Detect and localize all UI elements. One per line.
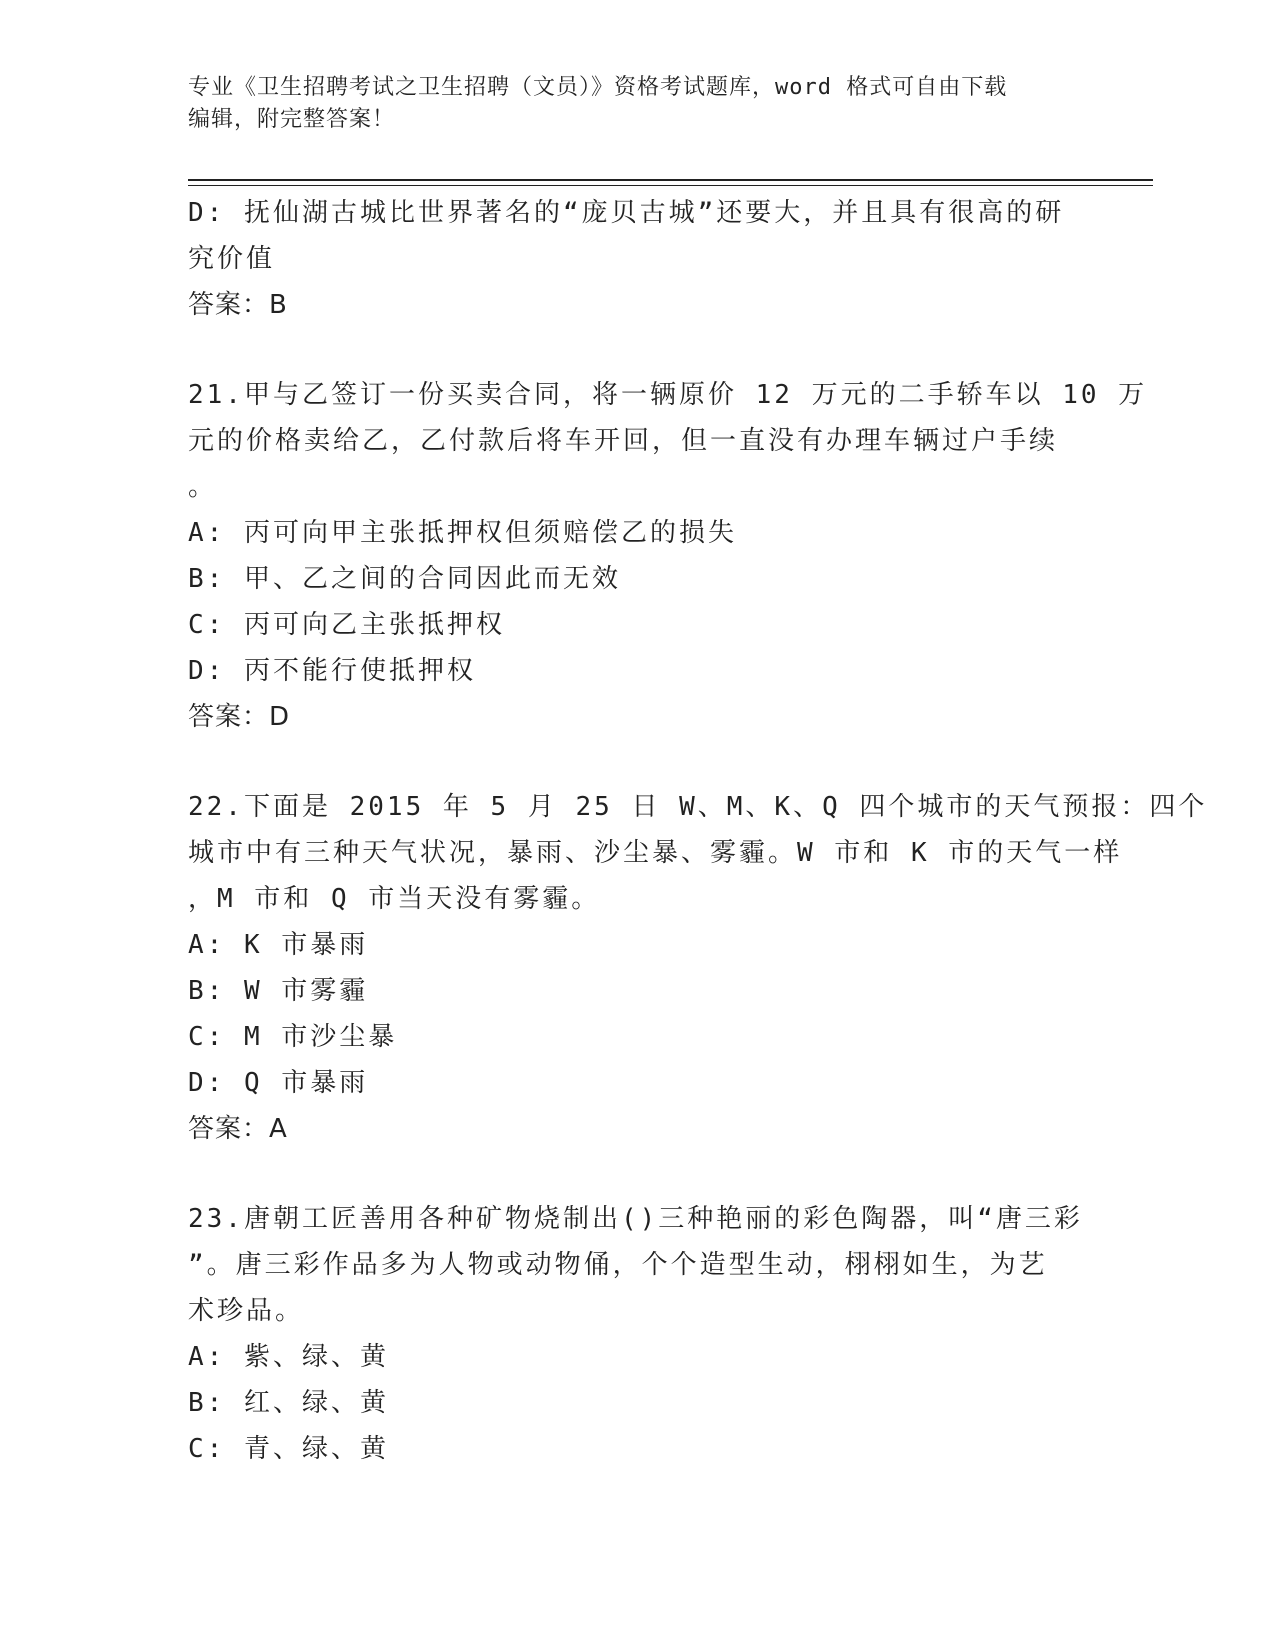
header-line-1: 专业《卫生招聘考试之卫生招聘（文员）》资格考试题库，word 格式可自由下载 bbox=[188, 75, 1008, 100]
page-header bbox=[188, 72, 1068, 136]
answer-line: 答案：A bbox=[188, 1114, 288, 1144]
question-stem-line: 。 bbox=[188, 472, 218, 502]
question-21 bbox=[188, 372, 1148, 740]
answer-line: 答案：B bbox=[188, 290, 288, 320]
prev-question-tail bbox=[188, 190, 1088, 328]
answer-line: 答案：D bbox=[188, 702, 291, 732]
option-a: A: 丙可向甲主张抵押权但须赔偿乙的损失 bbox=[188, 518, 737, 548]
question-stem-line: 23.唐朝工匠善用各种矿物烧制出()三种艳丽的彩色陶器，叫“唐三彩 bbox=[188, 1204, 1083, 1234]
question-content bbox=[188, 190, 1208, 1472]
option-a: A: K 市暴雨 bbox=[188, 930, 369, 960]
option-d: D: 丙不能行使抵押权 bbox=[188, 656, 476, 686]
option-b: B: W 市雾霾 bbox=[188, 976, 369, 1006]
question-stem-line: ”。唐三彩作品多为人物或动物俑，个个造型生动，栩栩如生，为艺 bbox=[188, 1250, 1048, 1280]
question-stem-line: 术珍品。 bbox=[188, 1296, 305, 1326]
option-a: A: 紫、绿、黄 bbox=[188, 1342, 389, 1372]
option-c: C: 青、绿、黄 bbox=[188, 1434, 389, 1464]
header-divider-thin bbox=[188, 185, 1153, 186]
option-d: D: Q 市暴雨 bbox=[188, 1068, 369, 1098]
question-stem-line: 元的价格卖给乙，乙付款后将车开回，但一直没有办理车辆过户手续 bbox=[188, 426, 1059, 456]
header-line-2: 编辑，附完整答案！ bbox=[188, 107, 396, 132]
option-b: B: 甲、乙之间的合同因此而无效 bbox=[188, 564, 621, 594]
question-stem-line: 城市中有三种天气状况，暴雨、沙尘暴、雾霾。W 市和 K 市的天气一样 bbox=[188, 838, 1123, 868]
option-d-line-2: 究价值 bbox=[188, 244, 276, 274]
question-stem-line: 21.甲与乙签订一份买卖合同，将一辆原价 12 万元的二手轿车以 10 万 bbox=[188, 380, 1148, 410]
option-d-line-1: D: 抚仙湖古城比世界著名的“庞贝古城”还要大，并且具有很高的研 bbox=[188, 198, 1065, 228]
question-22 bbox=[188, 784, 1208, 1152]
option-b: B: 红、绿、黄 bbox=[188, 1388, 389, 1418]
question-23 bbox=[188, 1196, 1088, 1472]
question-stem-line: 22.下面是 2015 年 5 月 25 日 W、M、K、Q 四个城市的天气预报：四个 bbox=[188, 792, 1208, 822]
header-divider-thick bbox=[188, 179, 1153, 181]
option-c: C: 丙可向乙主张抵押权 bbox=[188, 610, 505, 640]
option-c: C: M 市沙尘暴 bbox=[188, 1022, 398, 1052]
question-stem-line: ，M 市和 Q 市当天没有雾霾。 bbox=[188, 884, 601, 914]
